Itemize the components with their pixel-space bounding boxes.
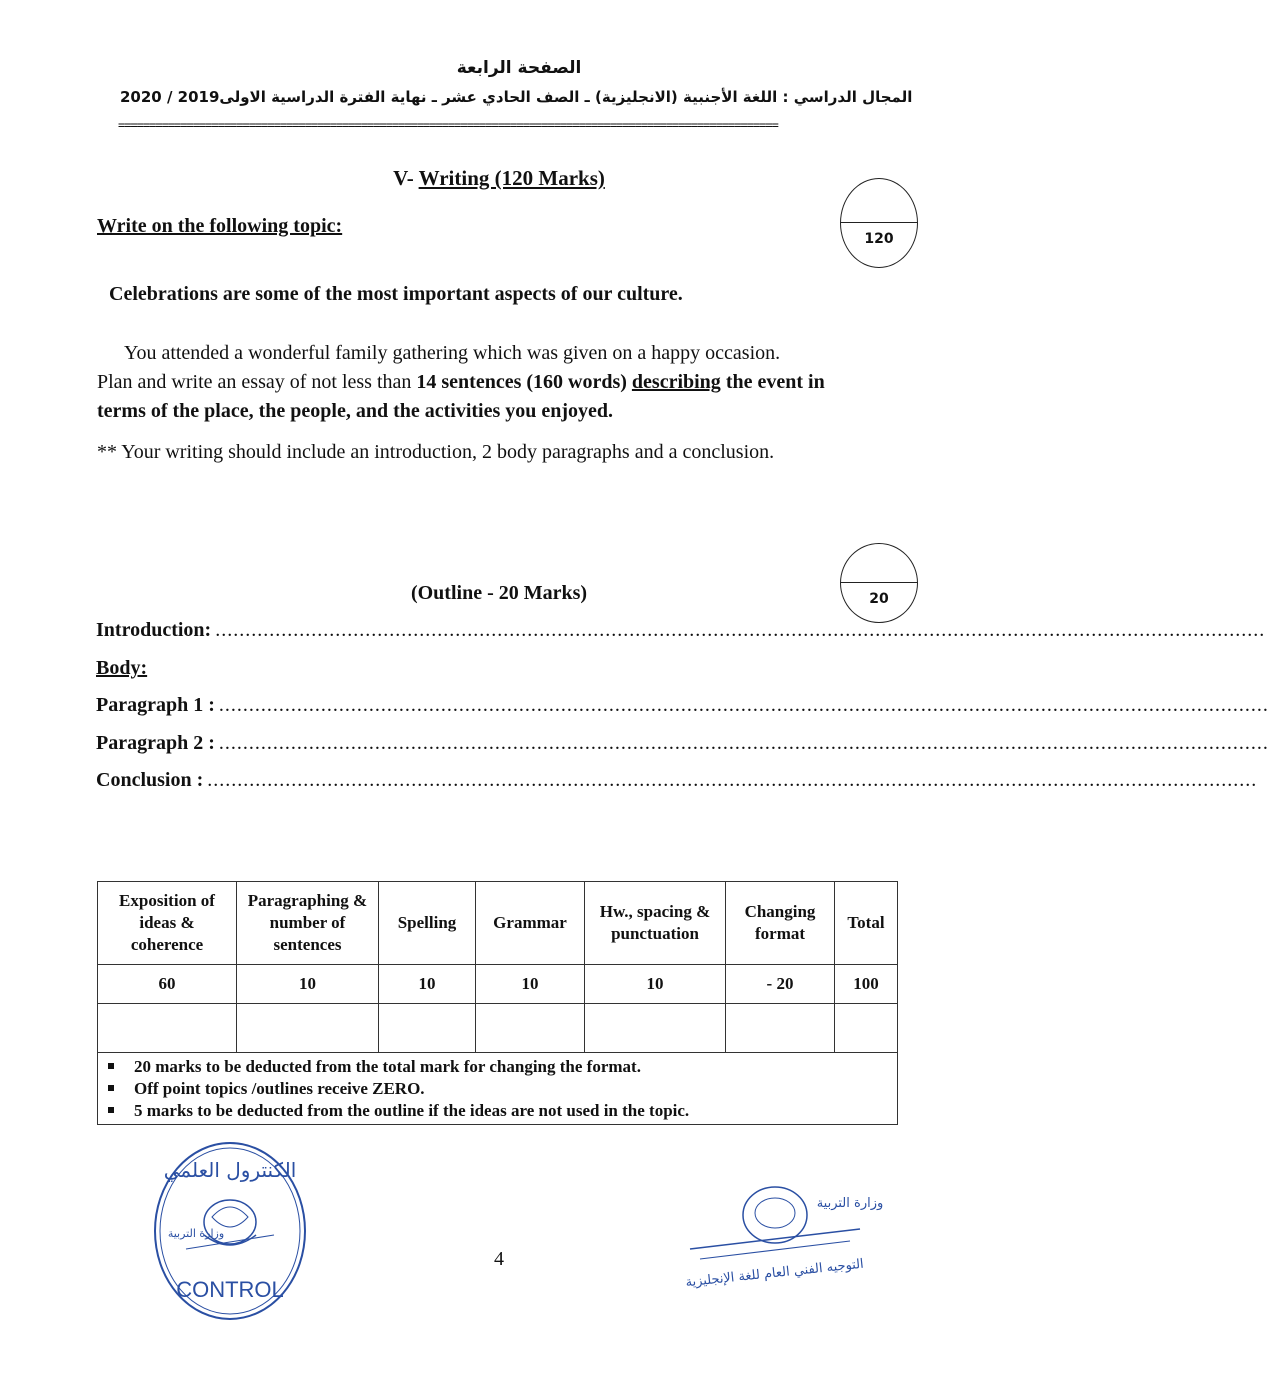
ministry-stamp (670, 1177, 884, 1292)
header-spelling: Spelling (379, 882, 476, 965)
prompt-word-count: 14 sentences (160 words) (416, 371, 627, 393)
paragraph1-label: Paragraph 1 : (96, 694, 215, 716)
writing-score-circle (840, 178, 918, 268)
conclusion-line[interactable] (96, 769, 1258, 792)
value-total: 100 (835, 965, 898, 1004)
conclusion-label: Conclusion : (96, 769, 204, 791)
introduction-line[interactable] (96, 619, 1266, 642)
prompt-line-1: You attended a wonderful family gathering which was given on a happy occasion. (124, 342, 781, 364)
section-title (0, 166, 998, 191)
value-exposition: 60 (98, 965, 237, 1004)
note-item (134, 1056, 897, 1078)
marks-notes-row (98, 1053, 898, 1125)
score-cell[interactable] (98, 1004, 237, 1053)
bullet-icon (108, 1107, 114, 1113)
prompt-text-bold: the event in (720, 371, 825, 393)
marks-values-row (98, 965, 898, 1004)
essay-topic: Celebrations are some of the most important aspects of our culture. (109, 283, 683, 305)
score-cell[interactable] (237, 1004, 379, 1053)
body-label: Body: (96, 657, 148, 679)
bullet-icon (108, 1063, 114, 1069)
score-cell[interactable] (835, 1004, 898, 1053)
page-number: 4 (494, 1248, 504, 1270)
header-exposition: Exposition of ideas & coherence (98, 882, 237, 965)
introduction-dots: ............................................................................................................................................................................... (215, 619, 1266, 641)
header-changing-format: Changing format (726, 882, 835, 965)
score-cell[interactable] (726, 1004, 835, 1053)
value-handwriting: 10 (585, 965, 726, 1004)
outline-score-value: 20 (869, 591, 889, 607)
paragraph2-label: Paragraph 2 : (96, 732, 215, 754)
essay-prompt (97, 339, 917, 426)
note-text: 5 marks to be deducted from the outline if the ideas are not used in the topic. (134, 1101, 690, 1120)
section-prefix: V- (393, 166, 414, 190)
score-cell[interactable] (585, 1004, 726, 1053)
paragraph1-dots: ............................................................................................................................................................................... (218, 694, 1269, 716)
outline-title: (Outline - 20 Marks) (410, 582, 588, 604)
paragraph2-line[interactable] (96, 732, 1269, 755)
score-cell[interactable] (476, 1004, 585, 1053)
note-text: Off point topics /outlines receive ZERO. (134, 1079, 425, 1098)
stamp1-control-text: CONTROL (176, 1277, 284, 1302)
stamp2-direction-text: التوجيه الفني العام للغة الإنجليزية (684, 1256, 865, 1291)
page-label-arabic: الصفحة الرابعة (456, 58, 582, 78)
paragraph2-dots: ............................................................................................................................................................................... (218, 732, 1269, 754)
marks-table (97, 881, 898, 1125)
note-item (134, 1078, 897, 1100)
header-paragraphing: Paragraphing & number of sentences (237, 882, 379, 965)
stamp2-ministry-text: وزارة التربية (816, 1196, 884, 1211)
note-text: 20 marks to be deducted from the total mark for changing the format. (134, 1057, 641, 1076)
value-changing-format: - 20 (726, 965, 835, 1004)
outline-score-circle (840, 543, 918, 623)
paragraph1-line[interactable] (96, 694, 1269, 717)
value-paragraphing: 10 (237, 965, 379, 1004)
note-item (134, 1100, 897, 1122)
control-stamp (150, 1137, 310, 1330)
introduction-label: Introduction: (96, 619, 212, 641)
prompt-line-3: terms of the place, the people, and the activities you enjoyed. (97, 400, 614, 422)
prompt-keyword: describing (631, 371, 721, 393)
header-grammar: Grammar (476, 882, 585, 965)
subject-line-arabic: المجال الدراسي : اللغة الأجنبية (الانجليزية) ـ الصف الحادي عشر ـ نهاية الفترة الدراسية الاولى (219, 88, 913, 106)
writing-score-value: 120 (864, 231, 894, 247)
conclusion-dots: ............................................................................................................................................................................... (207, 769, 1258, 791)
control-stamp-seal-icon (150, 1137, 310, 1325)
ministry-stamp-seal-icon (670, 1177, 884, 1291)
bullet-icon (108, 1085, 114, 1091)
marking-notes (98, 1053, 898, 1125)
exam-year: 2020 / 2019 (120, 88, 220, 106)
marks-header-row (98, 882, 898, 965)
section-title-text: Writing (120 Marks) (418, 166, 605, 190)
subject-header (120, 88, 913, 106)
prompt-text: Plan and write an essay of not less than (97, 371, 417, 393)
stamp1-ministry-text: وزارة التربية (167, 1227, 225, 1240)
value-grammar: 10 (476, 965, 585, 1004)
marks-blank-row (98, 1004, 898, 1053)
instruction-heading: Write on the following topic: (97, 215, 343, 237)
value-spelling: 10 (379, 965, 476, 1004)
structure-note: ** Your writing should include an introduction, 2 body paragraphs and a conclusion. (97, 441, 775, 463)
score-cell[interactable] (379, 1004, 476, 1053)
header-handwriting: Hw., spacing & punctuation (585, 882, 726, 965)
header-divider: ========================================================================================================== (118, 118, 778, 132)
prompt-line-2 (97, 368, 917, 397)
header-total: Total (835, 882, 898, 965)
stamp1-arabic-text: الكنترول العلمي (163, 1158, 297, 1182)
